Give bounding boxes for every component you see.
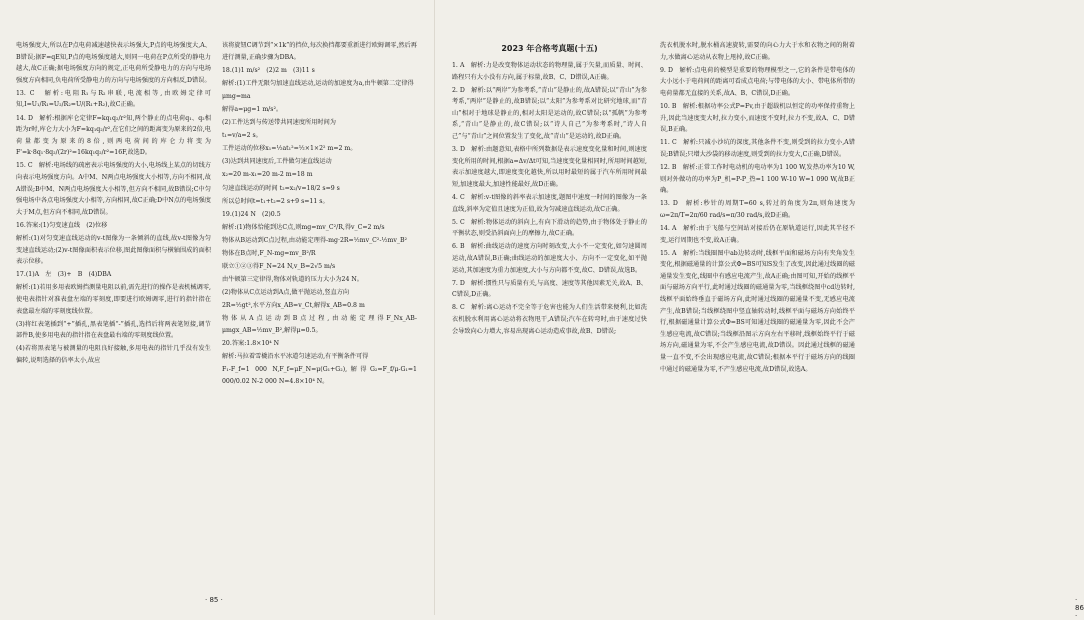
paragraph: (2)物体从C点运动到A点,做平抛运动,竖直方向	[222, 289, 350, 297]
paragraph: 解析:(1)工件无限匀加速直线运动,运动的加速度为a,由牛顿第二定律得	[222, 79, 414, 87]
right-column-1-body	[452, 60, 647, 337]
paragraph: 16.答案:(1)匀变速直线 (2)位移	[16, 221, 108, 229]
paragraph: 物体从B运动到C点过程,由动能定理得-mg·2R=½mv_C²-½mv_B²	[222, 236, 407, 244]
left-column-1	[16, 40, 211, 368]
paragraph: 13. D 解析:秒针的周期T=60 s,转过的角度为2π,则角速度为ω=2π/T=2π/60 rad/s=π/30 rad/s,故D正确。	[660, 200, 855, 219]
paragraph: 由牛顿第三定律得,物体对轨道的压力大小为24 N。	[222, 276, 363, 284]
section-title: 2023 年合格考真题(十五)	[501, 44, 598, 53]
paragraph: 6. B 解析:曲线运动的速度方向时刻改变,大小不一定变化,如匀速圆周运动,故A错误,B正确;曲线运动的加速度大小、方向不一定变化,如平抛运动,其加速度为重力加速度,大小与方向都不变,故C、D错误,故选B。	[452, 243, 647, 274]
paragraph: μmg=ma	[222, 92, 251, 100]
page-number-right: · 86 ·	[1075, 596, 1084, 620]
paragraph: 该将旋钮C调节到“×1k”的挡位,每次换挡都要重新进行欧姆调零,然后再进行测量,正确步骤为DBA。	[222, 42, 417, 61]
paragraph: 17.(1)A 左 (3)+ B (4)DBA	[16, 271, 112, 279]
paragraph: 解析:(1)若用多用表欧姆挡测量电阻以前,需先进行的操作是表机械调零,使电表指针对准表盘左端的零刻度,即要进行欧姆调零,进行的指针指在表盘最左端的零刻度线位置。	[16, 284, 211, 315]
left-column-2	[222, 40, 417, 389]
paragraph: 15. C 解析:电场线的疏密表示电场强度的大小,电场线上某点的切线方向表示电场强度方向。A中M、N两点电场强度大小相等,方向不相同,故A错误;B中M、N两点电场强度大小相等,但方向不相同,故B错误;C中匀强电场中各点电场强度大小相等,方向相同,故C正确;D中N点的电场强度大于M点,但方向不相同,故D错误。	[16, 162, 211, 216]
right-column-1	[452, 40, 647, 339]
paragraph: 2R=½gt²,水平方向x_AB=v_Ct,解得x_AB=0.8 m	[222, 302, 365, 310]
paragraph: 物体在B点时,F_N-mg=mv_B²/R	[222, 250, 316, 257]
page-number-left: · 85 ·	[205, 596, 223, 604]
paragraph: F₁-F_f=1 000 N,F_f=μF_N=μ(G₁+G₂),解得G₂=F_f/μ-G₁=1 000/0.02 N-2 000 N=4.8×10⁴ N。	[222, 366, 417, 385]
paragraph: 7. D 解析:惯性只与质量有关,与高度、速度等其他因素无关,故A、B、C错误,D正确。	[452, 279, 647, 299]
paragraph: 解析:(1)对匀变速直线运动的v-t图像为一条倾斜的直线,故v-t图像为匀变速直线运动;(2)v-t图像面积表示位移,图此图像面积与横轴围成的面积表示位移。	[16, 235, 211, 266]
paragraph: 10. B 解析:根据功率公式P=Fv,由于超载机以恒定的功率保持重物上升,因此当速度变大时,拉力变小,而速度不变时,拉力不变,故A、C、D错误,B正确。	[660, 102, 855, 134]
paragraph: 解析:(1)物体恰能到达C点,则mg=mv_C²/R,得v_C=2 m/s	[222, 223, 385, 231]
paragraph: 20.答案:1.8×10⁴ N	[222, 340, 280, 348]
paragraph: 8. C 解析:离心运动不完全等于危害也能为人们生活带来便利,比如洗衣机脱水利用离心运动将衣物甩干,A错误;汽车在转弯时,由于速度过快会导致向心力增大,容易出现离心运动造成事故,故B、D错误;	[452, 304, 647, 335]
paragraph: 3. D 解析:由题意知,表格中所列数据是表示速度变化量和时间,则速度变化所用的时间,根据a=Δv/Δt可知,当速度变化量相同时,所用时间越短,表示加速度越大,即速度变化越快,所以用时最短的属于汽车所用时间最短,加速度最大,加速性能最好,故D正确。	[452, 146, 647, 188]
paragraph: 12. B 解析:正常工作时电动机的电功率为1 100 W,发热功率为10 W,则对外做功的功率为P_机=P-P_热=1 100 W-10 W=1 090 W,故B正确。	[660, 163, 855, 195]
paragraph: (2)工件达到与传送带共同速度所用时间为	[222, 119, 336, 127]
paragraph: 1. A 解析:力是改变物体运动状态的物理量,属于矢量,而质量、时间、路程只有大小没有方向,属于标量,故B、C、D错误,A正确。	[452, 62, 647, 81]
paragraph: 19.(1)24 N (2)0.5	[222, 210, 281, 218]
paragraph: 4. C 解析:v-t图像的斜率表示加速度,题图中速度一时间的图像为一条直线,斜率为定值且速度为正值,故为匀减速直线运动,故C正确。	[452, 194, 647, 213]
paragraph: 14. A 解析:由于飞船与空间站对接后仍在原轨道运行,因此其半径不变,运行周期也不变,故A正确。	[660, 224, 855, 244]
paragraph: x₂=20 m-x₁=20 m-2 m=18 m	[222, 171, 313, 179]
paragraph: t₁=v/a=2 s。	[222, 132, 262, 140]
paragraph: (4)若将黑表笔与被测量的电阻良好接触,多用电表的指针几乎没有发生偏转,说明选择的倍率太小,故应	[16, 345, 211, 364]
paragraph: (3)达到共同速度后,工件做匀速直线运动	[222, 158, 332, 166]
left-page	[0, 0, 435, 615]
paragraph: 14. D 解析:根据库仑定律F=kq₁q₂/r²知,两个静止的点电荷q₁、q₂相距为r时,库仑力大小为F=kq₁q₂/r²,在它们之间的距离变为原来的2倍,电荷量都变为原来的8倍,则两电荷间的库仑力将变为F'=k·8q₁·8q₂/(2r)²=16kq₁q₂/r²=16F,故选D。	[16, 114, 211, 157]
paragraph: (3)将红表笔插到“+”插孔,黑表笔插“-”插孔,选挡后将两表笔短接,调节部件B,使多用电表的指针指在表盘最右端的零刻度线位置。	[16, 320, 211, 340]
paragraph: 物体从A点运动到B点过程,由动能定理得F_Nx_AB-μmgx_AB=½mv_B²,解得μ=0.5。	[222, 315, 417, 335]
paragraph: 2. D 解析:以“两岸”为参考系,“青山”是静止的,故A错误;以“青山”为参考系,“两岸”是静止的,故B错误;以“太阳”为参考系对比研究地球,而“青山”相对于地球是静止的,相对太阳是运动的,故C错误;以“孤帆”为参考系,“青山”是静止的,故C错误;以“诗人自己”为参考系时,“诗人自己”与“青山”之间位置发生了变化,故“青山”是运动的,故D正确。	[452, 86, 647, 141]
paragraph: 解析:马拉着雪橇沿水平冰道匀速运动,有平衡条件可得	[222, 353, 369, 361]
paragraph: 18.(1)1 m/s² (2)2 m (3)11 s	[222, 66, 315, 74]
paragraph: 9. D 解析:点电荷的模型是重要的物理模型之一,它的条件是带电体的大小远小于电荷间的距离可看成点电荷;与带电体的大小、带电体所带的电荷量都无直接的关系,故A、B、C错误,D正确。	[660, 66, 855, 97]
right-column-2	[660, 40, 855, 377]
paragraph: 洗衣机脱水时,脱水桶高速旋转,需要的向心力大于水和衣物之间的附着力,水做离心运动从衣物上甩掉,故C正确。	[660, 42, 855, 61]
paragraph: 13. C 解析:电阻R₁与R₂串联,电流相等,由欧姆定律可知,I=U₁/R₁=U₂/R₂=U/(R₁+R₂),故C正确。	[16, 89, 211, 109]
paragraph: 电场强度大,所以在P点电荷减速越快表示场强大,P点的电场强度大,A、B错误;据F=qE知,P点的电场强度越大,则同一电荷在P点所受的静电力越大,故C正确;据电场强度方向的规定,正电荷所受静电力的方向与电场强度方向相同,负电荷所受静电力的方向与电场强度的方向相反,D错误。	[16, 42, 211, 84]
paragraph: 15. A 解析:当线圈图中ab边转动时,线框平面和磁场方向有夹角发生变化,根据磁通量的计算公式Φ=BS可知S发生了改变,因此通过线圈的磁通量发生变化,线圈中有感应电流产生,故A正确;由图可知,开始的线框平面与磁场方向平行,此时通过线圈的磁通量为零,当线框绕图中cd边转时,线框平面始终垂直于磁场方向,此时通过线圈的磁通量不变,无感应电流产生,故B错误;当线框绕图中竖直轴转动时,线框平面与磁场方向始终平行,根据磁通量计算公式Φ=BS可知通过线圈的磁通量为零,因此不会产生感应电流,故C错误;当线框沿图示方向左右平移时,线框始终平行于磁场方向,磁通量为零,不会产生感应电流,故D错误。因此通过线框的磁通量一直不变,不会出现感应电流,故C错误;根据本平行于磁场方向的线圈中通过的磁通量为零,不产生感应电流,故D错误,故选A。	[660, 249, 855, 373]
paragraph: 解得a=μg=1 m/s²。	[222, 105, 283, 113]
paragraph: 11. C 解析:只减小沙坑的深度,其他条件不变,则受到的拉力变小,A错误;B错误;只增大沙袋的移动速度,则受到的拉力变大,C正确,D错误。	[660, 139, 855, 158]
paragraph: 工件运动的位移x₁=½at₁²=½×1×2² m=2 m。	[222, 145, 357, 153]
paragraph: 联立①②③得F_N=24 N,v_B=2√5 m/s	[222, 263, 336, 271]
paragraph: 匀速直线运动的时间 t₂=x₂/v=18/2 s=9 s	[222, 184, 340, 192]
paragraph: 5. C 解析:物体运动的斜向上,有向下滑动的趋势,由于物体处于静止的平衡状态,则受沿斜面向上的摩擦力,故C正确。	[452, 218, 647, 238]
paragraph: 所以总时间t=t₁+t₂=2 s+9 s=11 s。	[222, 197, 329, 205]
